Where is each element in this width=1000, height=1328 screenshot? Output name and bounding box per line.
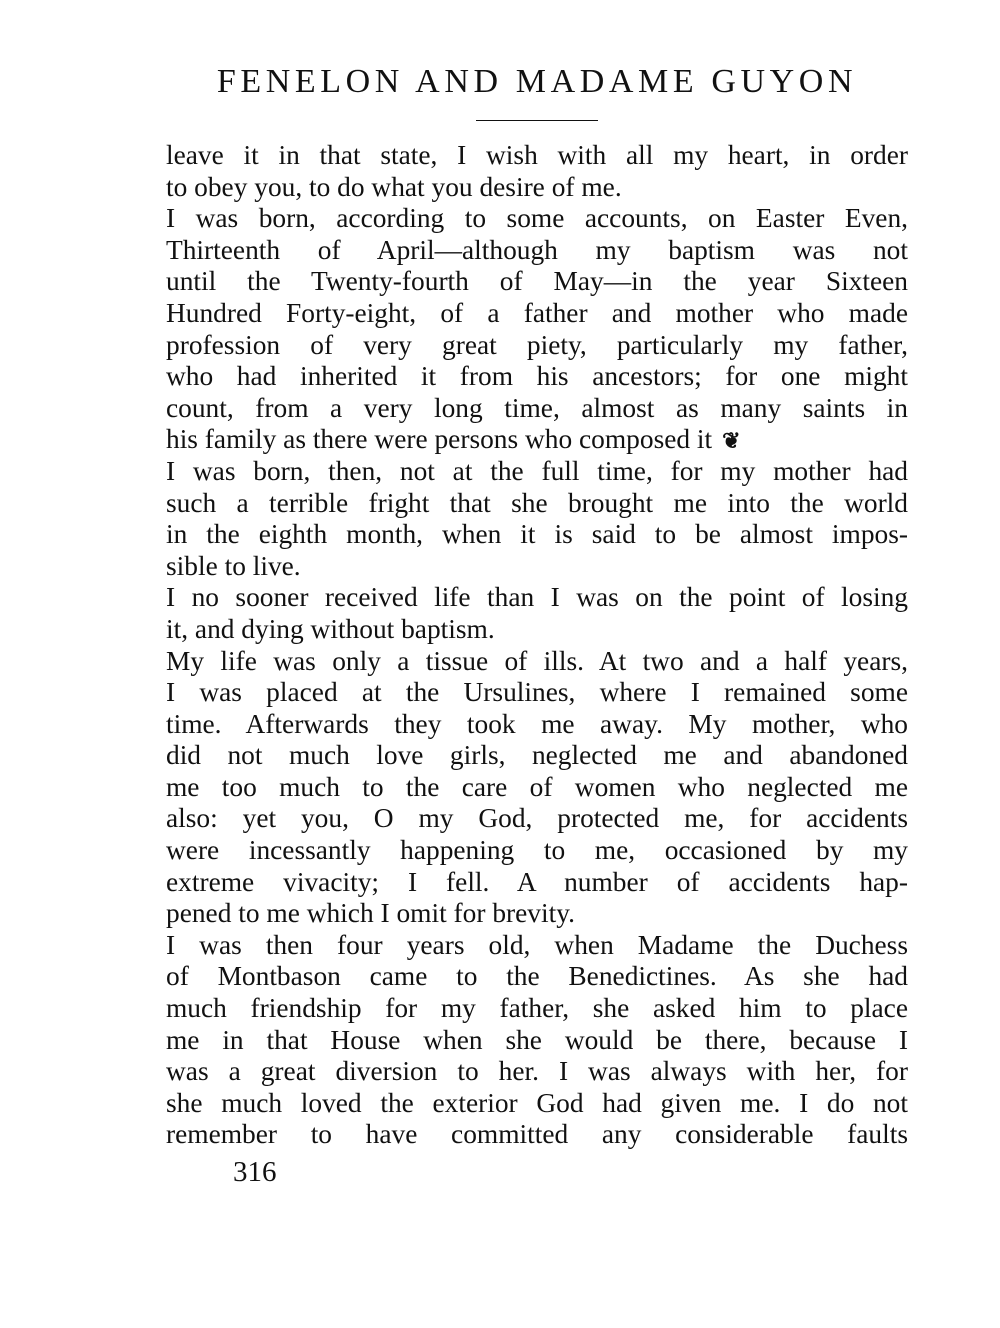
fleuron-ornament-icon: ❦ [722, 428, 741, 454]
text-line-with-ornament [166, 424, 908, 456]
text-line: were incessantly happening to me, occasioned by my [166, 835, 908, 866]
running-header: FENELON AND MADAME GUYON [216, 63, 858, 100]
text-line: I was born, according to some accounts, on Easter Even, [166, 203, 908, 234]
text-line: much friendship for my father, she asked him to place [166, 993, 908, 1024]
body-text [166, 140, 908, 1151]
text-line: Thirteenth of April—although my baptism was not [166, 234, 908, 265]
text-line: me too much to the care of women who neglected me [166, 771, 908, 802]
text-line: pened to me which I omit for brevity. [166, 898, 575, 929]
text-line: was a great diversion to her. I was always with her, for [166, 1056, 908, 1087]
text-line: who had inherited it from his ancestors; for one might [166, 361, 908, 392]
text-line: I was then four years old, when Madame the Duchess [166, 929, 908, 960]
text-line: also: yet you, O my God, protected me, for accidents [166, 803, 908, 834]
text-line: I was placed at the Ursulines, where I remained some [166, 677, 908, 708]
text-line: count, from a very long time, almost as many saints in [166, 392, 908, 423]
header-rule [476, 120, 598, 121]
text-line: I was born, then, not at the full time, for my mother had [166, 455, 908, 486]
text-line: such a terrible fright that she brought me into the world [166, 487, 908, 518]
text-line-segment: his family as there were persons who composed it [166, 424, 713, 455]
text-line: remember to have committed any considerable faults [166, 1119, 908, 1150]
text-line: I no sooner received life than I was on the point of losing [166, 582, 908, 613]
text-line: sible to live. [166, 550, 301, 581]
text-line: leave it in that state, I wish with all my heart, in order [166, 140, 908, 170]
text-line: extreme vivacity; I fell. A number of accidents hap- [166, 866, 908, 897]
text-line: until the Twenty-fourth of May—in the year Sixteen [166, 266, 908, 297]
text-line: to obey you, to do what you desire of me. [166, 171, 622, 202]
text-line: Hundred Forty-eight, of a father and mother who made [166, 297, 908, 328]
text-line: did not much love girls, neglected me and abandoned [166, 740, 908, 771]
text-line: in the eighth month, when it is said to be almost impos- [166, 519, 908, 550]
text-line: it, and dying without baptism. [166, 613, 495, 644]
text-line: me in that House when she would be there, because I [166, 1024, 908, 1055]
text-line: time. Afterwards they took me away. My mother, who [166, 708, 908, 739]
text-line: profession of very great piety, particularly my father, [166, 329, 908, 360]
text-line: she much loved the exterior God had given me. I do not [166, 1087, 908, 1118]
page-number: 316 [233, 1156, 277, 1188]
text-line: of Montbason came to the Benedictines. As she had [166, 961, 908, 992]
text-line: My life was only a tissue of ills. At two and a half years, [166, 645, 908, 676]
